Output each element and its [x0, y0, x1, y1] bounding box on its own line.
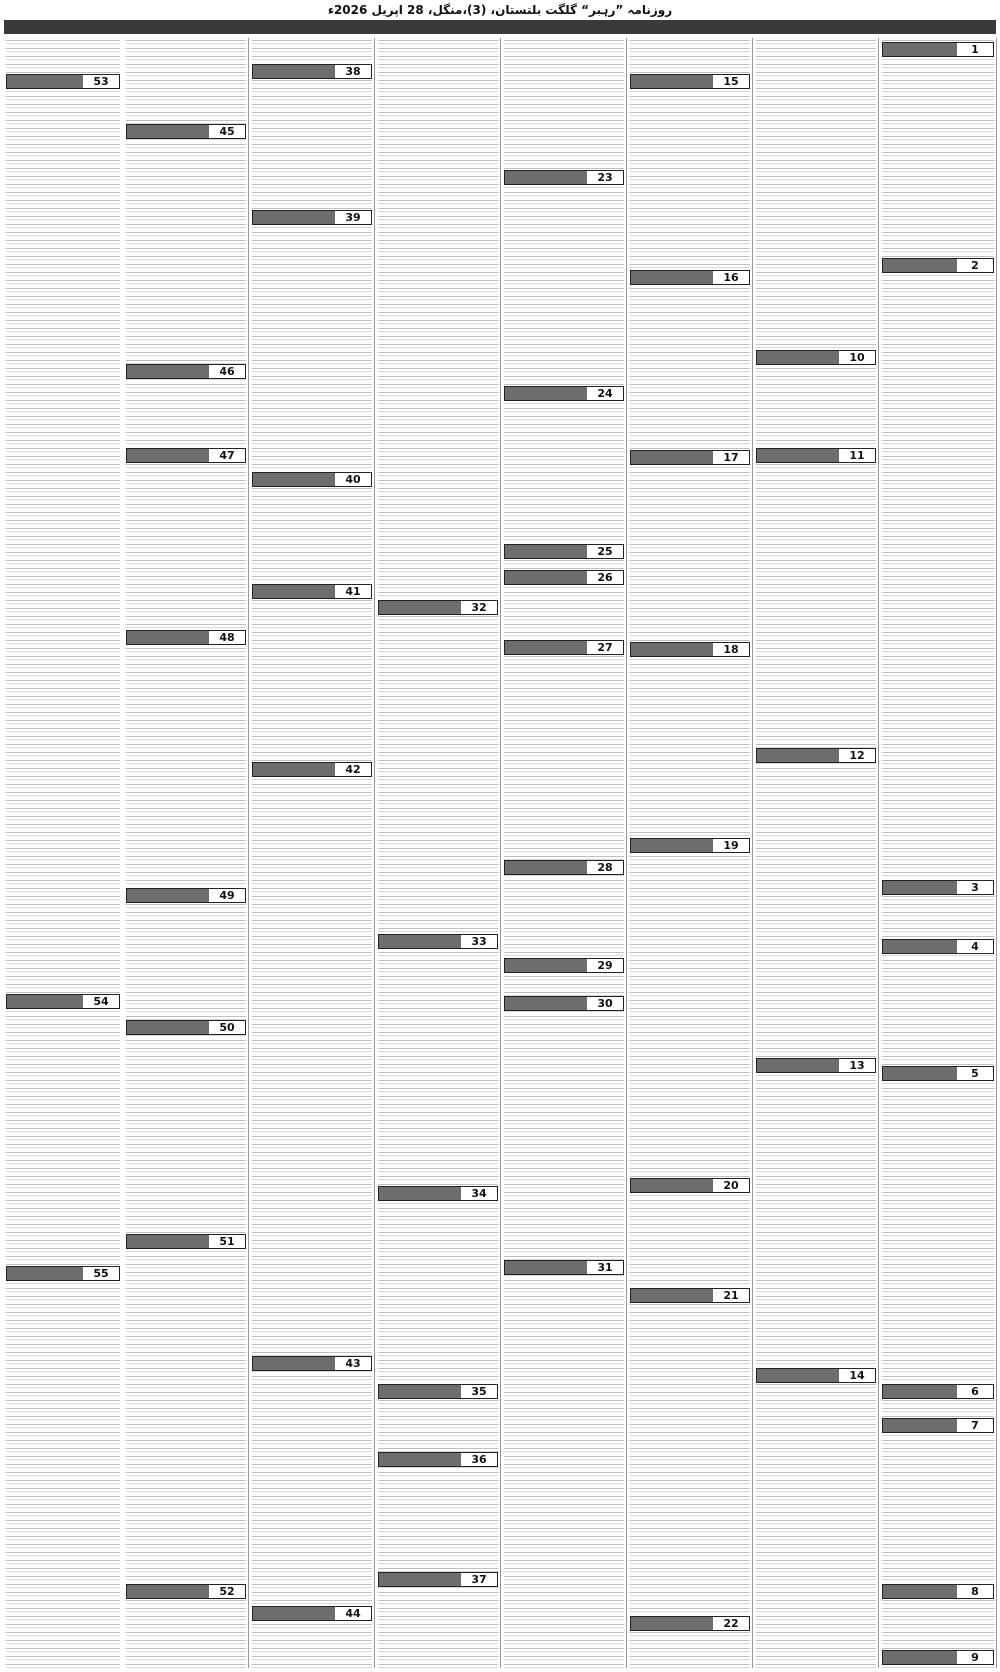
section-header: 8 [882, 1584, 994, 1599]
section-header: 22 [630, 1616, 750, 1631]
section-header: 48 [126, 630, 246, 645]
column-8 [4, 38, 122, 1668]
section-header: 35 [378, 1384, 498, 1399]
section-header: 29 [504, 958, 624, 973]
section-header: 49 [126, 888, 246, 903]
section-header: 5 [882, 1066, 994, 1081]
header-bar [4, 20, 996, 34]
section-header: 36 [378, 1452, 498, 1467]
section-header: 40 [252, 472, 372, 487]
section-header: 30 [504, 996, 624, 1011]
section-header: 55 [6, 1266, 120, 1281]
section-header: 28 [504, 860, 624, 875]
section-header: 17 [630, 450, 750, 465]
section-header: 14 [756, 1368, 876, 1383]
section-header: 16 [630, 270, 750, 285]
section-header: 13 [756, 1058, 876, 1073]
section-header: 1 [882, 42, 994, 57]
section-header: 54 [6, 994, 120, 1009]
section-header: 47 [126, 448, 246, 463]
section-header: 4 [882, 939, 994, 954]
section-header: 21 [630, 1288, 750, 1303]
column-text [378, 38, 498, 1668]
column-text [6, 38, 120, 1668]
section-header: 31 [504, 1260, 624, 1275]
section-header: 39 [252, 210, 372, 225]
section-header: 6 [882, 1384, 994, 1399]
section-header: 26 [504, 570, 624, 585]
column-text [756, 38, 876, 1668]
section-header: 24 [504, 386, 624, 401]
section-header: 23 [504, 170, 624, 185]
section-header: 37 [378, 1572, 498, 1587]
column-text [504, 38, 624, 1668]
section-header: 51 [126, 1234, 246, 1249]
section-header: 43 [252, 1356, 372, 1371]
section-header: 46 [126, 364, 246, 379]
column-7 [124, 38, 249, 1668]
column-5 [376, 38, 501, 1668]
section-header: 18 [630, 642, 750, 657]
section-header: 33 [378, 934, 498, 949]
section-header: 15 [630, 74, 750, 89]
section-header: 45 [126, 124, 246, 139]
masthead-title: روزنامہ ”رہبر“ گلگت بلتستان، (3)،منگل، 28 اپریل 2026ء [327, 3, 673, 17]
section-header: 32 [378, 600, 498, 615]
section-header: 7 [882, 1418, 994, 1433]
column-3 [628, 38, 753, 1668]
section-header: 2 [882, 258, 994, 273]
section-header: 25 [504, 544, 624, 559]
section-header: 44 [252, 1606, 372, 1621]
column-6 [250, 38, 375, 1668]
column-2 [754, 38, 879, 1668]
section-header: 41 [252, 584, 372, 599]
section-header: 3 [882, 880, 994, 895]
section-header: 11 [756, 448, 876, 463]
section-header: 34 [378, 1186, 498, 1201]
section-header: 12 [756, 748, 876, 763]
section-header: 50 [126, 1020, 246, 1035]
section-header: 27 [504, 640, 624, 655]
column-1 [880, 38, 997, 1668]
column-text [126, 38, 246, 1668]
section-header: 20 [630, 1178, 750, 1193]
section-header: 10 [756, 350, 876, 365]
section-header: 9 [882, 1650, 994, 1665]
section-header: 42 [252, 762, 372, 777]
section-header: 53 [6, 74, 120, 89]
section-header: 38 [252, 64, 372, 79]
column-4 [502, 38, 627, 1668]
section-header: 19 [630, 838, 750, 853]
column-text [252, 38, 372, 1668]
section-header: 52 [126, 1584, 246, 1599]
